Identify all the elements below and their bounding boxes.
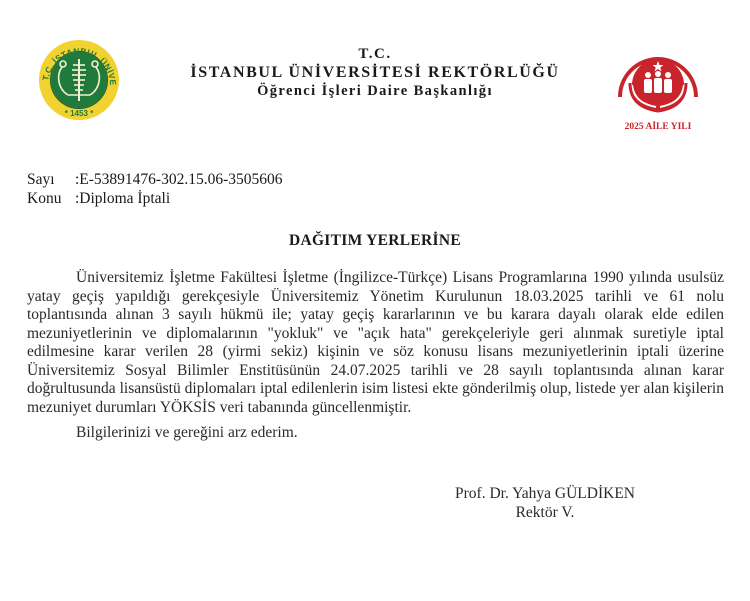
sayi-row <box>27 170 283 189</box>
konu-row <box>27 189 283 208</box>
svg-text:* 1453 *: * 1453 * <box>64 109 94 118</box>
svg-text:T.C. İSTANBUL ÜNİVERSİTESİ: T.C. İSTANBUL ÜNİVE <box>40 45 119 86</box>
signatory-title: Rektör V. <box>515 504 575 521</box>
family-year-caption: 2025 AİLE YILI <box>624 122 692 132</box>
konu-label: Konu <box>27 190 62 207</box>
closing-line: Bilgilerinizi ve gereğini arz ederim. <box>76 424 298 441</box>
document-meta <box>27 170 283 208</box>
sayi-label: Sayı <box>27 171 55 188</box>
header-department: Öğrenci İşleri Daire Başkanlığı <box>257 83 493 99</box>
body-paragraph: Üniversitemiz İşletme Fakültesi İşletme (İngilizce-Türkçe) Lisans Programlarına 1990 yılında usulsüz yatay geçiş yapıldığı gerekçesiyle Üniversitemiz Yönetim Kurulunun 18.03.2025 tarihli ve 61 nolu toplantısında alınan 3 sayılı hükmü ile; yatay geçiş kararlarının ve bu karara dayalı olarak elde edilen mezuniyetlerinin ve diplomalarının "yokluk" ve "açık hata" gerekçeleriyle geri alınmak suretiyle iptal edilmesine karar verilen 28 (yirmi sekiz) kişinin ve söz konusu lisans mezuniyetlerinin iptali üzerine Üniversitemiz Sosyal Bilimler Enstitüsünün 24.07.2025 tarihli ve 28 sayılı toplantısında alınan karar doğrultusunda lisansüstü diplomaları iptal edilenlerin isim listesi ekte gönderilmiş olup, listede yer alan kişilerin mezuniyet durumları YÖKSİS veri tabanında güncellenmiştir. <box>27 269 724 416</box>
signatory-name: Prof. Dr. Yahya GÜLDİKEN <box>455 485 635 502</box>
header-tc: T.C. <box>358 46 392 62</box>
letter-body <box>27 269 724 417</box>
distribution-heading: DAĞITIM YERLERİNE <box>288 232 462 249</box>
signature-block <box>440 484 650 522</box>
family-year-logo-icon <box>612 45 704 133</box>
konu-value: :Diploma İptali <box>75 190 171 207</box>
sayi-value: :E-53891476-302.15.06-3505606 <box>75 171 283 188</box>
header-institution: İSTANBUL ÜNİVERSİTESİ REKTÖRLÜĞÜ <box>190 64 560 81</box>
